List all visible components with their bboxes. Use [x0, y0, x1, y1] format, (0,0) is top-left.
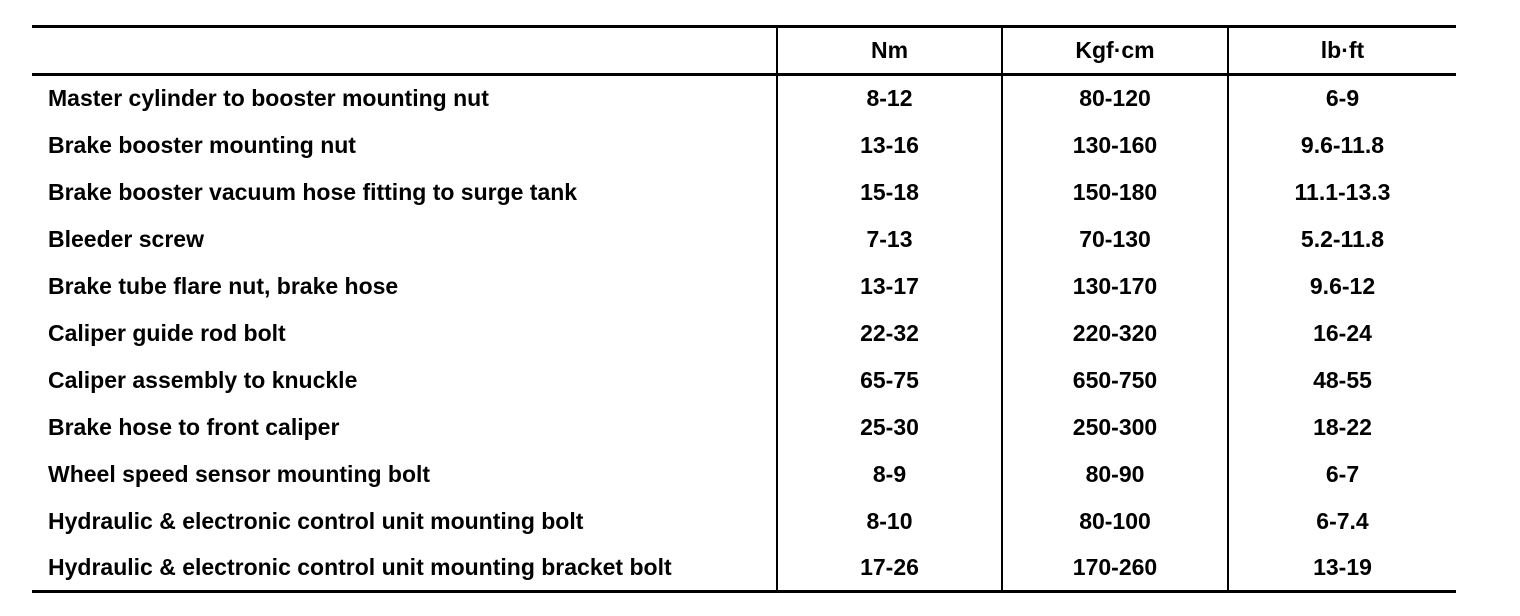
header-lb-ft: lb·ft: [1228, 27, 1456, 75]
item-name: Brake booster vacuum hose fitting to surge tank: [48, 178, 578, 205]
value-nm: 8-12: [777, 75, 1002, 122]
item-name: Hydraulic & electronic control unit mounting bolt: [48, 507, 584, 534]
table-row: [32, 310, 1456, 357]
value-kgf-cm: 150-180: [1002, 169, 1228, 216]
table-row: [32, 122, 1456, 169]
table-row: [32, 451, 1456, 498]
table-row: [32, 216, 1456, 263]
value-nm: 17-26: [777, 545, 1002, 592]
value-kgf-cm: 130-170: [1002, 263, 1228, 310]
value-lb-ft: 48-55: [1228, 357, 1456, 404]
value-kgf-cm: 170-260: [1002, 545, 1228, 592]
value-nm: 8-9: [777, 451, 1002, 498]
value-lb-ft: 18-22: [1228, 404, 1456, 451]
table-row: [32, 357, 1456, 404]
item-name: Wheel speed sensor mounting bolt: [48, 460, 431, 487]
item-name: Brake booster mounting nut: [48, 131, 356, 158]
table-row: [32, 75, 1456, 122]
value-nm: 7-13: [777, 216, 1002, 263]
value-nm: 8-10: [777, 498, 1002, 545]
header-row: [32, 27, 1456, 75]
item-name: Caliper assembly to knuckle: [48, 366, 358, 393]
table-row: [32, 169, 1456, 216]
value-lb-ft: 5.2-11.8: [1228, 216, 1456, 263]
value-lb-ft: 16-24: [1228, 310, 1456, 357]
header-nm: Nm: [777, 27, 1002, 75]
value-lb-ft: 13-19: [1228, 545, 1456, 592]
table-row: [32, 545, 1456, 592]
item-name: Master cylinder to booster mounting nut: [48, 85, 489, 112]
value-nm: 13-16: [777, 122, 1002, 169]
value-kgf-cm: 250-300: [1002, 404, 1228, 451]
table-row: [32, 498, 1456, 545]
item-name: Brake tube flare nut, brake hose: [48, 272, 399, 299]
value-lb-ft: 6-7.4: [1228, 498, 1456, 545]
header-kgf-cm: Kgf·cm: [1002, 27, 1228, 75]
table-row: [32, 263, 1456, 310]
value-kgf-cm: 70-130: [1002, 216, 1228, 263]
value-nm: 65-75: [777, 357, 1002, 404]
value-kgf-cm: 80-100: [1002, 498, 1228, 545]
value-lb-ft: 6-7: [1228, 451, 1456, 498]
table-row: [32, 404, 1456, 451]
table-header: [32, 27, 1456, 75]
item-name: Brake hose to front caliper: [48, 413, 340, 440]
value-kgf-cm: 80-90: [1002, 451, 1228, 498]
value-nm: 13-17: [777, 263, 1002, 310]
value-kgf-cm: 650-750: [1002, 357, 1228, 404]
item-name: Hydraulic & electronic control unit mounting bracket bolt: [32, 545, 777, 592]
header-item: [32, 27, 777, 75]
value-nm: 25-30: [777, 404, 1002, 451]
value-kgf-cm: 130-160: [1002, 122, 1228, 169]
value-kgf-cm: 220-320: [1002, 310, 1228, 357]
value-lb-ft: 11.1-13.3: [1228, 169, 1456, 216]
value-kgf-cm: 80-120: [1002, 75, 1228, 122]
value-nm: 15-18: [777, 169, 1002, 216]
value-lb-ft: 9.6-11.8: [1228, 122, 1456, 169]
value-lb-ft: 6-9: [1228, 75, 1456, 122]
item-name: Bleeder screw: [48, 225, 204, 252]
value-lb-ft: 9.6-12: [1228, 263, 1456, 310]
torque-spec-table: [32, 25, 1456, 593]
table-body: [32, 75, 1456, 592]
item-name: Caliper guide rod bolt: [48, 319, 286, 346]
value-nm: 22-32: [777, 310, 1002, 357]
